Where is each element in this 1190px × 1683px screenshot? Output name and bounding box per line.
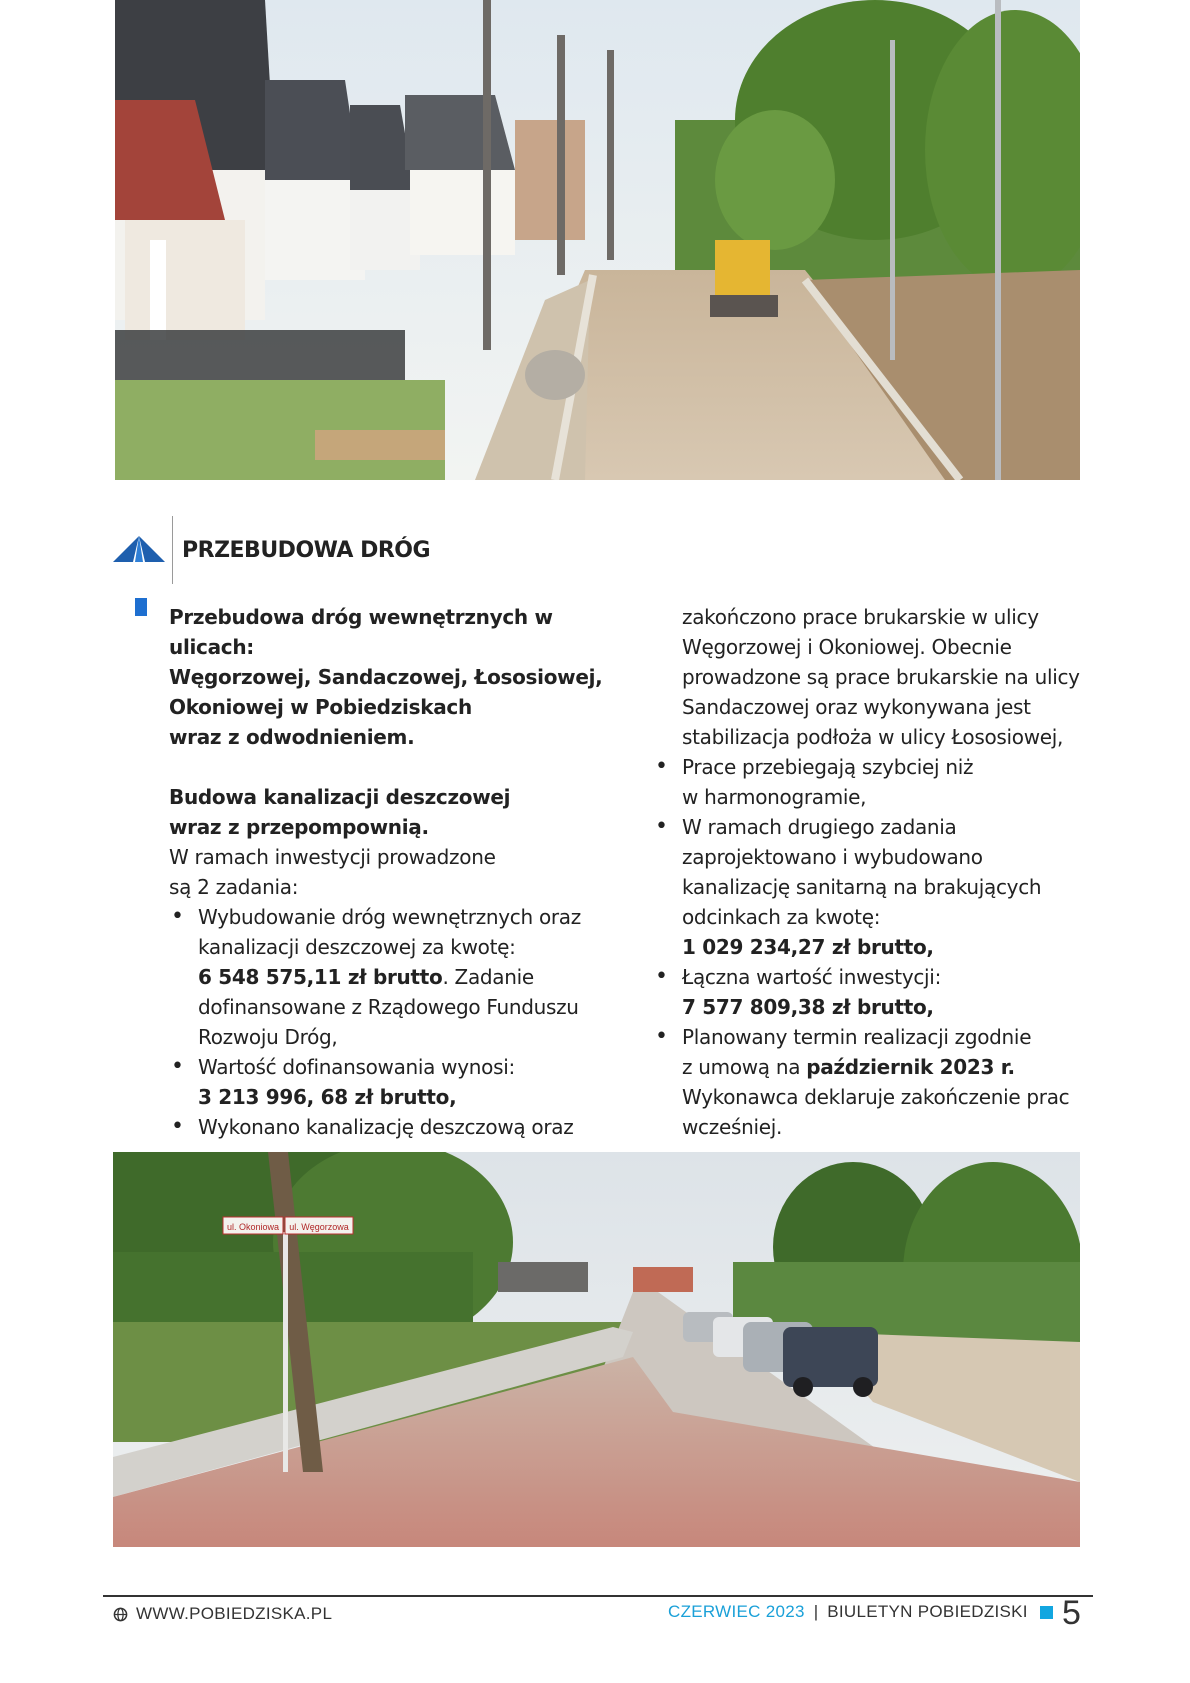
bullet-line: • Wartość dofinansowania wynosi: [198, 1055, 515, 1079]
road-logo-icon [113, 536, 165, 562]
section-marker [135, 598, 147, 616]
heading-line: Węgorzowej, Sandaczowej, Łososiowej, [169, 665, 603, 689]
bullet-line: • Prace przebiegają szybciej niż [682, 755, 974, 779]
bullet-line: zaprojektowano i wybudowano [682, 845, 983, 869]
right-bullet-list [653, 752, 1102, 1142]
section-header [113, 516, 613, 586]
subheading-line: wraz z przepompownią. [169, 815, 429, 839]
bullet-item [653, 752, 1102, 812]
bullet-line: • Planowany termin realizacji zgodnie [682, 1025, 1032, 1049]
intro-line: W ramach inwestycji prowadzone [169, 845, 496, 869]
footer-separator: | [813, 1602, 819, 1621]
intro-line: są 2 zadania: [169, 875, 299, 899]
continuation-line: Węgorzowej i Okoniowej. Obecnie [682, 635, 1012, 659]
bullet-item [169, 902, 619, 1052]
deadline-value: październik 2023 r. [806, 1055, 1015, 1079]
bullet-line: w harmonogramie, [682, 785, 867, 809]
issue-month: CZERWIEC 2023 [668, 1602, 805, 1621]
continuation-line: zakończono prace brukarskie w ulicy [682, 605, 1039, 629]
publication-name: BIULETYN POBIEDZISKI [827, 1602, 1028, 1621]
bullet-line: wcześniej. [682, 1115, 783, 1139]
street-sign-okoniowa: ul. Okoniowa [226, 1222, 280, 1232]
street-sign-wegorzowa: ul. Węgorzowa [289, 1222, 349, 1232]
heading-line: wraz z odwodnieniem. [169, 725, 415, 749]
bullet-item [653, 812, 1102, 962]
bullet-line: kanalizacji deszczowej za kwotę: [198, 935, 516, 959]
bullet-line: kanalizację sanitarną na brakujących [682, 875, 1042, 899]
bullet-text: . Zadanie [442, 965, 534, 989]
bullet-item [653, 1022, 1102, 1142]
right-column [682, 602, 1102, 1142]
bullet-line: Rozwoju Dróg, [198, 1025, 338, 1049]
bullet-line: • W ramach drugiego zadania [682, 815, 957, 839]
amount-value: 6 548 575,11 zł brutto [198, 965, 443, 989]
bullet-line: odcinkach za kwotę: [682, 905, 881, 929]
globe-icon [113, 1607, 128, 1622]
bullet-line: • Wykonano kanalizację deszczową oraz [198, 1115, 574, 1139]
bullet-item [169, 1052, 619, 1112]
amount-value: 3 213 996, 68 zł brutto, [198, 1085, 457, 1109]
bullet-text: z umową na [682, 1055, 807, 1079]
footer-publication-info [668, 1602, 1053, 1622]
page-number: 5 [1062, 1594, 1081, 1632]
bottom-photo-finished-street [113, 1152, 1080, 1547]
website-link[interactable]: WWW.POBIEDZISKA.PL [136, 1604, 333, 1623]
footer-website[interactable] [113, 1604, 332, 1624]
footer-accent-square [1040, 1606, 1053, 1619]
continuation-line: prowadzone są prace brukarskie na ulicy [682, 665, 1080, 689]
top-photo-road-construction [115, 0, 1080, 480]
footer-rule [103, 1595, 1093, 1597]
bullet-item [653, 962, 1102, 1022]
amount-value: 7 577 809,38 zł brutto, [682, 995, 934, 1019]
continuation-line: stabilizacja podłoża w ulicy Łososiowej, [682, 725, 1064, 749]
heading-line: Przebudowa dróg wewnętrznych w ulicach: [169, 605, 553, 659]
left-bullet-list [169, 902, 619, 1142]
bullet-line: Wykonawca deklaruje zakończenie prac [682, 1085, 1070, 1109]
header-divider [172, 516, 173, 584]
continuation-line: Sandaczowej oraz wykonywana jest [682, 695, 1031, 719]
amount-value: 1 029 234,27 zł brutto, [682, 935, 934, 959]
subheading-line: Budowa kanalizacji deszczowej [169, 785, 511, 809]
bullet-line: dofinansowane z Rządowego Funduszu [198, 995, 579, 1019]
left-column [169, 602, 619, 1142]
heading-line: Okoniowej w Pobiedziskach [169, 695, 472, 719]
bullet-line: • Wybudowanie dróg wewnętrznych oraz [198, 905, 581, 929]
section-title: PRZEBUDOWA DRÓG [182, 538, 431, 563]
bullet-item [169, 1112, 619, 1142]
bullet-line: • Łączna wartość inwestycji: [682, 965, 942, 989]
